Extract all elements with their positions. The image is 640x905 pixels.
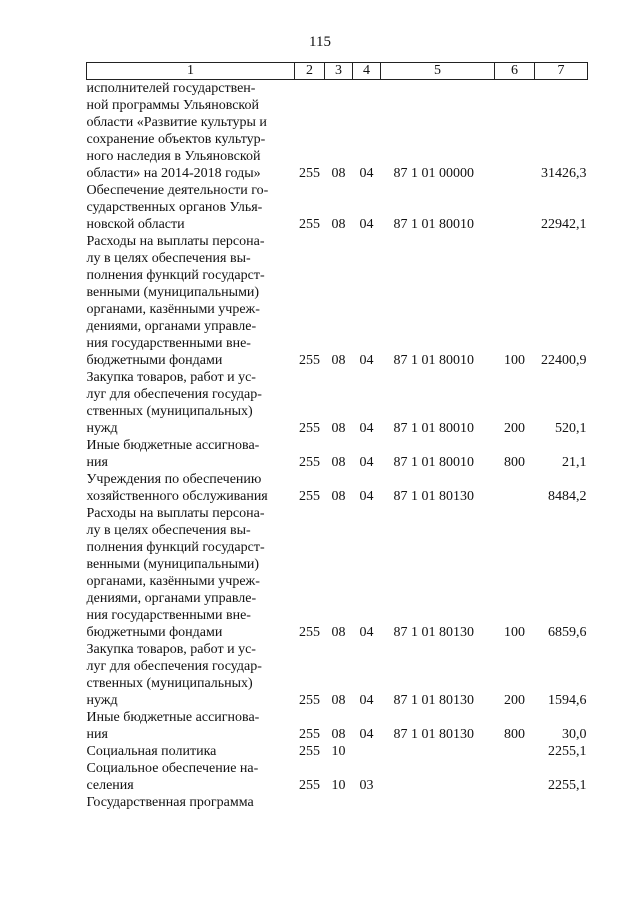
- row-description: Иные бюджетные ассигнова- ния: [86, 438, 260, 470]
- row-subsection: 04: [359, 217, 374, 232]
- row-description: Социальное обеспечение на- селения: [86, 761, 259, 793]
- column-header: 2: [295, 63, 325, 80]
- row-expense-type: 200: [504, 421, 525, 436]
- table-row: [87, 794, 588, 811]
- row-admin-code: 255: [299, 455, 320, 470]
- page-number: 115: [309, 34, 331, 50]
- row-amount: 8484,2: [548, 489, 587, 504]
- row-target-code: [381, 743, 495, 760]
- row-expense-type: 800: [504, 455, 525, 470]
- row-description: Социальная политика: [86, 744, 217, 759]
- row-subsection: 04: [359, 166, 374, 181]
- table-row: [87, 369, 588, 437]
- row-section: 08: [331, 217, 346, 232]
- row-amount: 6859,6: [548, 625, 587, 640]
- row-section: 08: [331, 489, 346, 504]
- row-admin-code: 255: [299, 489, 320, 504]
- row-amount: 30,0: [562, 727, 587, 742]
- budget-table: [86, 62, 588, 811]
- table-row: [87, 437, 588, 471]
- table-row: [87, 182, 588, 233]
- row-target-code: 87 1 01 80130: [393, 693, 474, 708]
- row-admin-code: 255: [299, 353, 320, 368]
- column-header: 5: [381, 63, 495, 80]
- row-subsection: [353, 743, 381, 760]
- row-description: Государственная программа: [86, 795, 254, 810]
- row-expense-type: [495, 80, 535, 183]
- row-description: исполнителей государствен- ной программы Ульяновской области «Развитие культуры и сохранение объектов культур- ного наследия в Ульяновской области» на 2014-2018 годы»: [86, 81, 267, 181]
- table-row: [87, 760, 588, 794]
- row-target-code: [381, 794, 495, 811]
- row-target-code: 87 1 01 00000: [393, 166, 474, 181]
- row-expense-type: 200: [504, 693, 525, 708]
- row-admin-code: 255: [299, 625, 320, 640]
- row-target-code: 87 1 01 80130: [393, 727, 474, 742]
- row-subsection: 04: [359, 353, 374, 368]
- table-header: [87, 63, 588, 80]
- column-header: 7: [535, 63, 588, 80]
- row-expense-type: [495, 794, 535, 811]
- table-body: [87, 80, 588, 812]
- row-expense-type: [495, 182, 535, 233]
- column-header: 1: [87, 63, 295, 80]
- row-admin-code: 255: [299, 421, 320, 436]
- row-description: Учреждения по обеспечению хозяйственного обслуживания: [86, 472, 268, 504]
- row-amount: 22942,1: [541, 217, 587, 232]
- row-subsection: 03: [359, 778, 374, 793]
- row-expense-type: 800: [504, 727, 525, 742]
- table-row: [87, 709, 588, 743]
- row-target-code: 87 1 01 80010: [393, 217, 474, 232]
- row-expense-type: 100: [504, 353, 525, 368]
- row-target-code: 87 1 01 80010: [393, 421, 474, 436]
- row-admin-code: 255: [299, 217, 320, 232]
- row-subsection: 04: [359, 489, 374, 504]
- row-admin-code: 255: [299, 727, 320, 742]
- row-description: Расходы на выплаты персона- лу в целях обеспечения вы- полнения функций государст- венными (муниципальными) органами, казёнными учреж- дениями, органами управле- ния государственными вне- бюджетными фондами: [86, 234, 265, 368]
- row-target-code: 87 1 01 80130: [393, 489, 474, 504]
- row-expense-type: [495, 760, 535, 794]
- table-row: [87, 641, 588, 709]
- row-section: 08: [331, 353, 346, 368]
- row-section: 08: [331, 625, 346, 640]
- row-description: Закупка товаров, работ и ус- луг для обеспечения государ- ственных (муниципальных) нужд: [86, 642, 262, 708]
- row-target-code: [381, 760, 495, 794]
- row-subsection: 04: [359, 727, 374, 742]
- row-subsection: 04: [359, 693, 374, 708]
- row-subsection: 04: [359, 455, 374, 470]
- row-admin-code: [295, 794, 325, 811]
- column-header: 4: [353, 63, 381, 80]
- row-section: 10: [331, 778, 346, 793]
- row-target-code: 87 1 01 80010: [393, 353, 474, 368]
- row-amount: 2255,1: [548, 744, 587, 759]
- table-row: [87, 743, 588, 760]
- row-amount: 21,1: [562, 455, 587, 470]
- row-subsection: [353, 794, 381, 811]
- row-section: 08: [331, 166, 346, 181]
- row-section: 08: [331, 693, 346, 708]
- table-row: [87, 505, 588, 641]
- row-amount: 1594,6: [548, 693, 587, 708]
- table-row: [87, 471, 588, 505]
- row-amount: [535, 794, 588, 811]
- row-section: 08: [331, 455, 346, 470]
- row-amount: 520,1: [555, 421, 587, 436]
- row-target-code: 87 1 01 80010: [393, 455, 474, 470]
- row-expense-type: 100: [504, 625, 525, 640]
- column-header: 6: [495, 63, 535, 80]
- row-admin-code: 255: [299, 166, 320, 181]
- table-row: [87, 233, 588, 369]
- row-amount: 31426,3: [541, 166, 587, 181]
- table-row: [87, 80, 588, 183]
- row-admin-code: 255: [299, 744, 320, 759]
- row-section: [325, 794, 353, 811]
- row-description: Расходы на выплаты персона- лу в целях обеспечения вы- полнения функций государст- венными (муниципальными) органами, казёнными учреж- дениями, органами управле- ния государственными вне- бюджетными фондами: [86, 506, 265, 640]
- row-admin-code: 255: [299, 778, 320, 793]
- row-subsection: 04: [359, 421, 374, 436]
- row-description: Обеспечение деятельности го- сударственных органов Улья- новской области: [86, 183, 269, 232]
- row-section: 08: [331, 421, 346, 436]
- row-subsection: 04: [359, 625, 374, 640]
- row-target-code: 87 1 01 80130: [393, 625, 474, 640]
- row-amount: 2255,1: [548, 778, 587, 793]
- row-section: 08: [331, 727, 346, 742]
- column-header: 3: [325, 63, 353, 80]
- row-expense-type: [495, 743, 535, 760]
- row-admin-code: 255: [299, 693, 320, 708]
- row-description: Закупка товаров, работ и ус- луг для обеспечения государ- ственных (муниципальных) нужд: [86, 370, 262, 436]
- row-section: 10: [331, 744, 346, 759]
- row-description: Иные бюджетные ассигнова- ния: [86, 710, 260, 742]
- row-expense-type: [495, 471, 535, 505]
- row-amount: 22400,9: [541, 353, 587, 368]
